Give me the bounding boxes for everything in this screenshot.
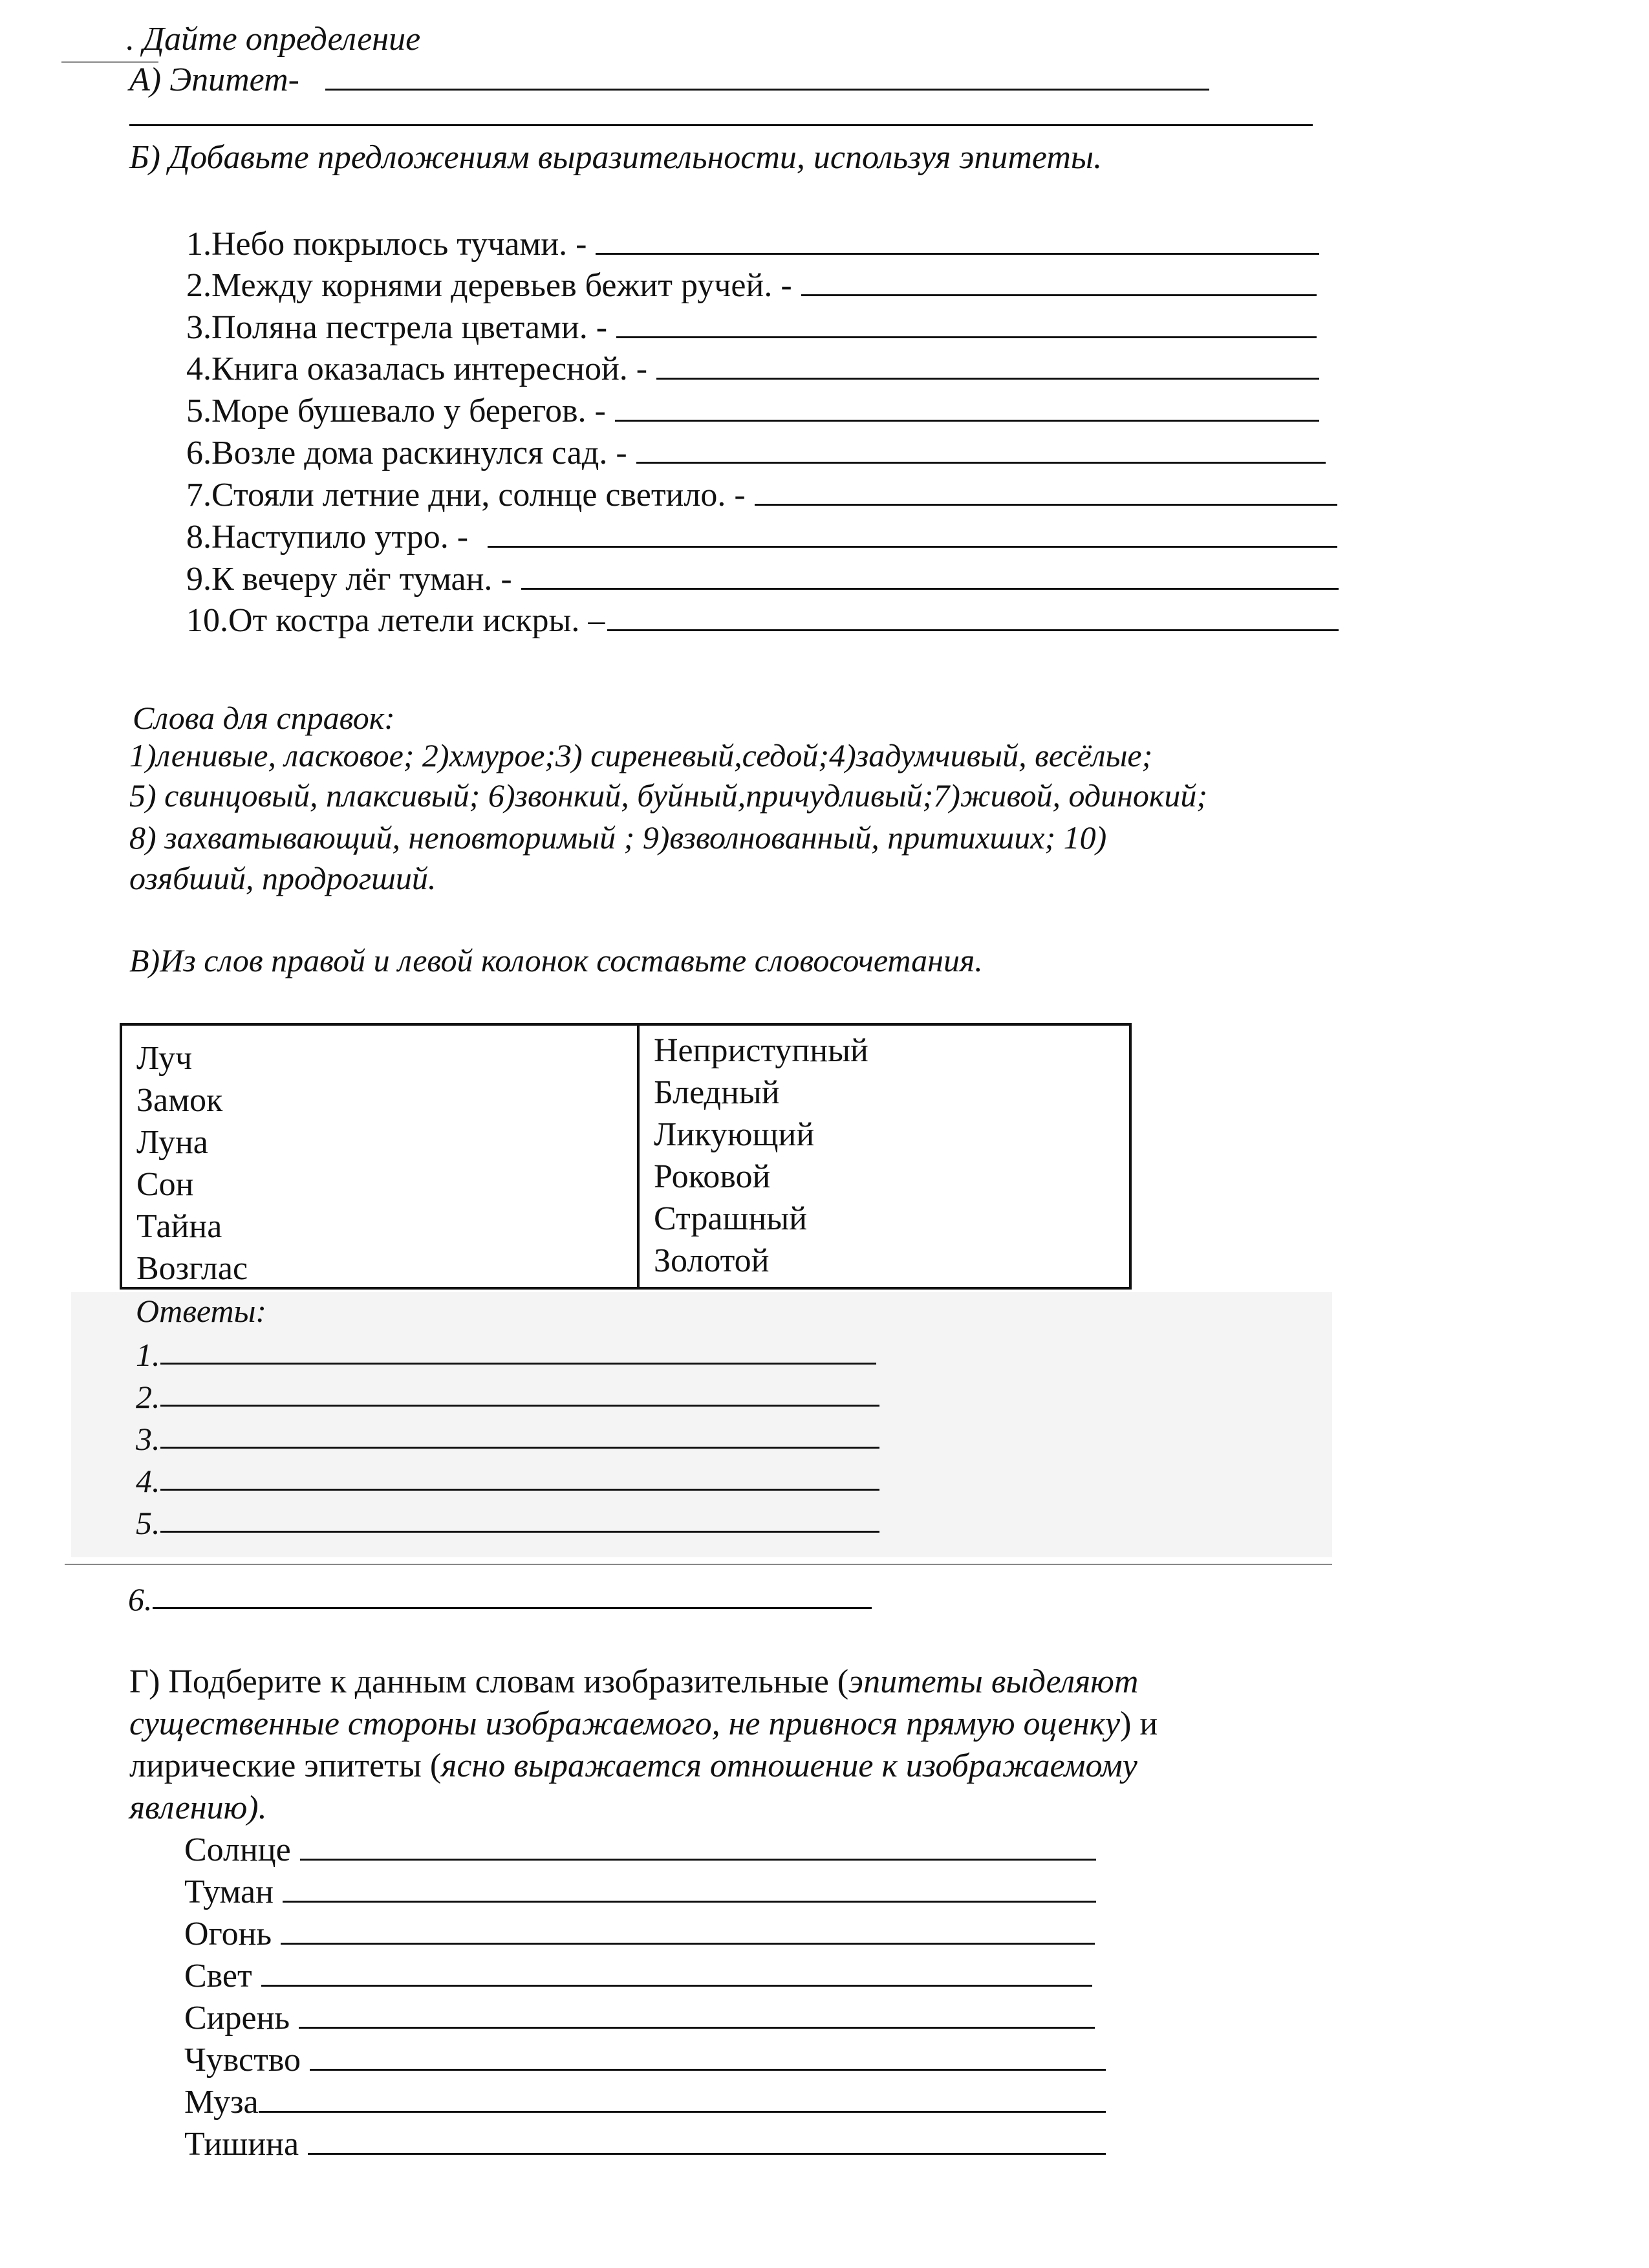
left-column-word: Сон <box>136 1166 194 1203</box>
sentence-row <box>186 269 1317 303</box>
answer-line[interactable] <box>153 1607 872 1609</box>
word-row <box>184 2086 1106 2119</box>
answers-label: Ответы: <box>136 1293 267 1329</box>
sentence-row <box>186 394 1319 428</box>
answer-number: 5. <box>136 1505 160 1541</box>
section-g-line-3 <box>129 1749 1137 1783</box>
reference-line: 8) захватывающий, неповторимый ; 9)взволнованный, притихших; 10) <box>129 819 1107 856</box>
section-g-text: ) и <box>1120 1705 1158 1742</box>
right-column-word: Роковой <box>654 1158 771 1195</box>
answer-line[interactable] <box>160 1447 880 1449</box>
word-label: Муза <box>184 2084 259 2121</box>
answer-row <box>136 1339 876 1371</box>
section-g-text: лирические эпитеты ( <box>129 1747 442 1784</box>
sentence-answer-line[interactable] <box>488 546 1337 548</box>
left-column-word: Возглас <box>136 1250 248 1287</box>
word-answer-line[interactable] <box>308 2153 1106 2155</box>
word-label: Солнце <box>184 1831 291 1868</box>
word-row <box>184 2044 1106 2077</box>
sentence-answer-line[interactable] <box>636 462 1326 464</box>
answer-row <box>136 1507 879 1539</box>
sentence-row <box>186 437 1326 470</box>
sentence-text: 1.Небо покрылось тучами. - <box>186 226 587 263</box>
sentence-answer-line[interactable] <box>656 378 1319 380</box>
left-column-word: Луч <box>136 1040 193 1077</box>
word-label: Свет <box>184 1958 252 1994</box>
word-row <box>184 1917 1095 1951</box>
sentence-row <box>186 604 1339 638</box>
left-column-word: Тайна <box>136 1208 222 1245</box>
word-answer-line[interactable] <box>261 1985 1092 1987</box>
section-g-text-italic: эпитеты выделяют <box>848 1663 1139 1700</box>
section-g-line-2 <box>129 1707 1158 1741</box>
word-label: Тишина <box>184 2126 299 2163</box>
answer-row <box>136 1381 879 1413</box>
answer-line[interactable] <box>160 1405 880 1407</box>
section-g-text: Г) Подберите к данным словам изобразительные ( <box>129 1663 849 1700</box>
sentence-answer-line[interactable] <box>801 294 1317 296</box>
right-column-word: Ликующий <box>654 1116 815 1153</box>
word-row <box>184 1960 1092 1993</box>
sentence-text: 8.Наступило утро. - <box>186 519 469 556</box>
right-column-word: Бледный <box>654 1074 780 1111</box>
right-column-word: Золотой <box>654 1242 770 1279</box>
scan-artifact-line <box>65 1564 1332 1565</box>
sentence-text: 10.От костра летели искры. – <box>186 602 605 639</box>
sentence-row <box>186 311 1317 345</box>
sentence-row <box>186 521 1337 554</box>
section-a-label: А) Эпитет- <box>129 61 299 98</box>
reference-title: Слова для справок: <box>133 700 395 736</box>
sentence-answer-line[interactable] <box>596 253 1319 255</box>
word-label: Огонь <box>184 1916 272 1952</box>
word-answer-line[interactable] <box>259 2111 1106 2113</box>
word-answer-line[interactable] <box>300 1859 1096 1861</box>
sentence-answer-line[interactable] <box>607 629 1339 631</box>
sentence-text: 6.Возле дома раскинулся сад. - <box>186 435 627 471</box>
word-label: Чувство <box>184 2042 301 2079</box>
sentence-text: 5.Море бушевало у берегов. - <box>186 393 606 429</box>
section-g-text-italic: существенные стороны изображаемого, не привнося прямую оценку <box>129 1705 1121 1742</box>
word-row <box>184 2128 1106 2161</box>
answer-number: 1. <box>136 1337 160 1373</box>
word-columns-table <box>120 1023 1132 1290</box>
word-row <box>184 2002 1095 2035</box>
sentence-row <box>186 228 1319 261</box>
section-g-line-4: явлению). <box>129 1789 267 1826</box>
reference-line: 1)ленивые, ласковое; 2)хмурое;3) сиреневый,седой;4)задумчивый, весёлые; <box>129 737 1153 773</box>
answer-line[interactable] <box>160 1531 880 1533</box>
reference-line: озябший, продрогший. <box>129 860 436 896</box>
section-g-text-italic: ясно выражается отношение к изображаемому <box>441 1747 1137 1784</box>
sentence-answer-line[interactable] <box>615 420 1319 422</box>
sentence-text: 7.Стояли летние дни, солнце светило. - <box>186 477 746 513</box>
answer-number: 3. <box>136 1421 160 1457</box>
sentence-row <box>186 352 1319 386</box>
sentence-answer-line[interactable] <box>616 336 1317 338</box>
word-label: Туман <box>184 1874 274 1910</box>
section-v-instruction: В)Из слов правой и левой колонок составьте словосочетания. <box>129 942 983 978</box>
section-b-instruction: Б) Добавьте предложениям выразительности, используя эпитеты. <box>129 139 1103 176</box>
sentence-text: 9.К вечеру лёг туман. - <box>186 561 512 598</box>
sentence-row <box>186 479 1337 512</box>
sentence-text: 4.Книга оказалась интересной. - <box>186 351 648 387</box>
section-a-answer-line[interactable] <box>325 89 1209 91</box>
answer-number: 6. <box>128 1581 153 1617</box>
answer-row <box>136 1423 879 1455</box>
sentence-text: 3.Поляна пестрела цветами. - <box>186 309 608 346</box>
answer-line[interactable] <box>160 1489 880 1491</box>
section-a-answer-line-2[interactable] <box>129 124 1313 126</box>
answer-line[interactable] <box>160 1363 877 1365</box>
sentence-answer-line[interactable] <box>521 588 1339 590</box>
left-column-word: Луна <box>136 1124 208 1161</box>
answer-number: 4. <box>136 1463 160 1499</box>
right-column-word: Неприступный <box>654 1032 868 1069</box>
section-a-row <box>129 63 1209 97</box>
answer-row <box>128 1583 872 1615</box>
task-header: . Дайте определение <box>126 21 421 58</box>
word-row <box>184 1875 1096 1909</box>
section-g-line-1 <box>129 1665 1138 1699</box>
reference-line: 5) свинцовый, плаксивый; 6)звонкий, буйный,причудливый;7)живой, одинокий; <box>129 777 1207 814</box>
answer-number: 2. <box>136 1379 160 1415</box>
word-row <box>184 1833 1096 1867</box>
answer-row <box>136 1465 879 1497</box>
left-column-word: Замок <box>136 1082 223 1119</box>
word-label: Сирень <box>184 2000 290 2036</box>
right-column <box>640 1026 1129 1287</box>
left-column <box>122 1026 640 1287</box>
word-answer-line[interactable] <box>299 2027 1095 2029</box>
word-answer-line[interactable] <box>281 1943 1095 1945</box>
sentence-answer-line[interactable] <box>755 504 1337 506</box>
sentence-text: 2.Между корнями деревьев бежит ручей. - <box>186 267 792 304</box>
right-column-word: Страшный <box>654 1200 808 1237</box>
word-answer-line[interactable] <box>283 1901 1096 1903</box>
word-answer-line[interactable] <box>310 2069 1106 2071</box>
sentence-row <box>186 563 1339 596</box>
